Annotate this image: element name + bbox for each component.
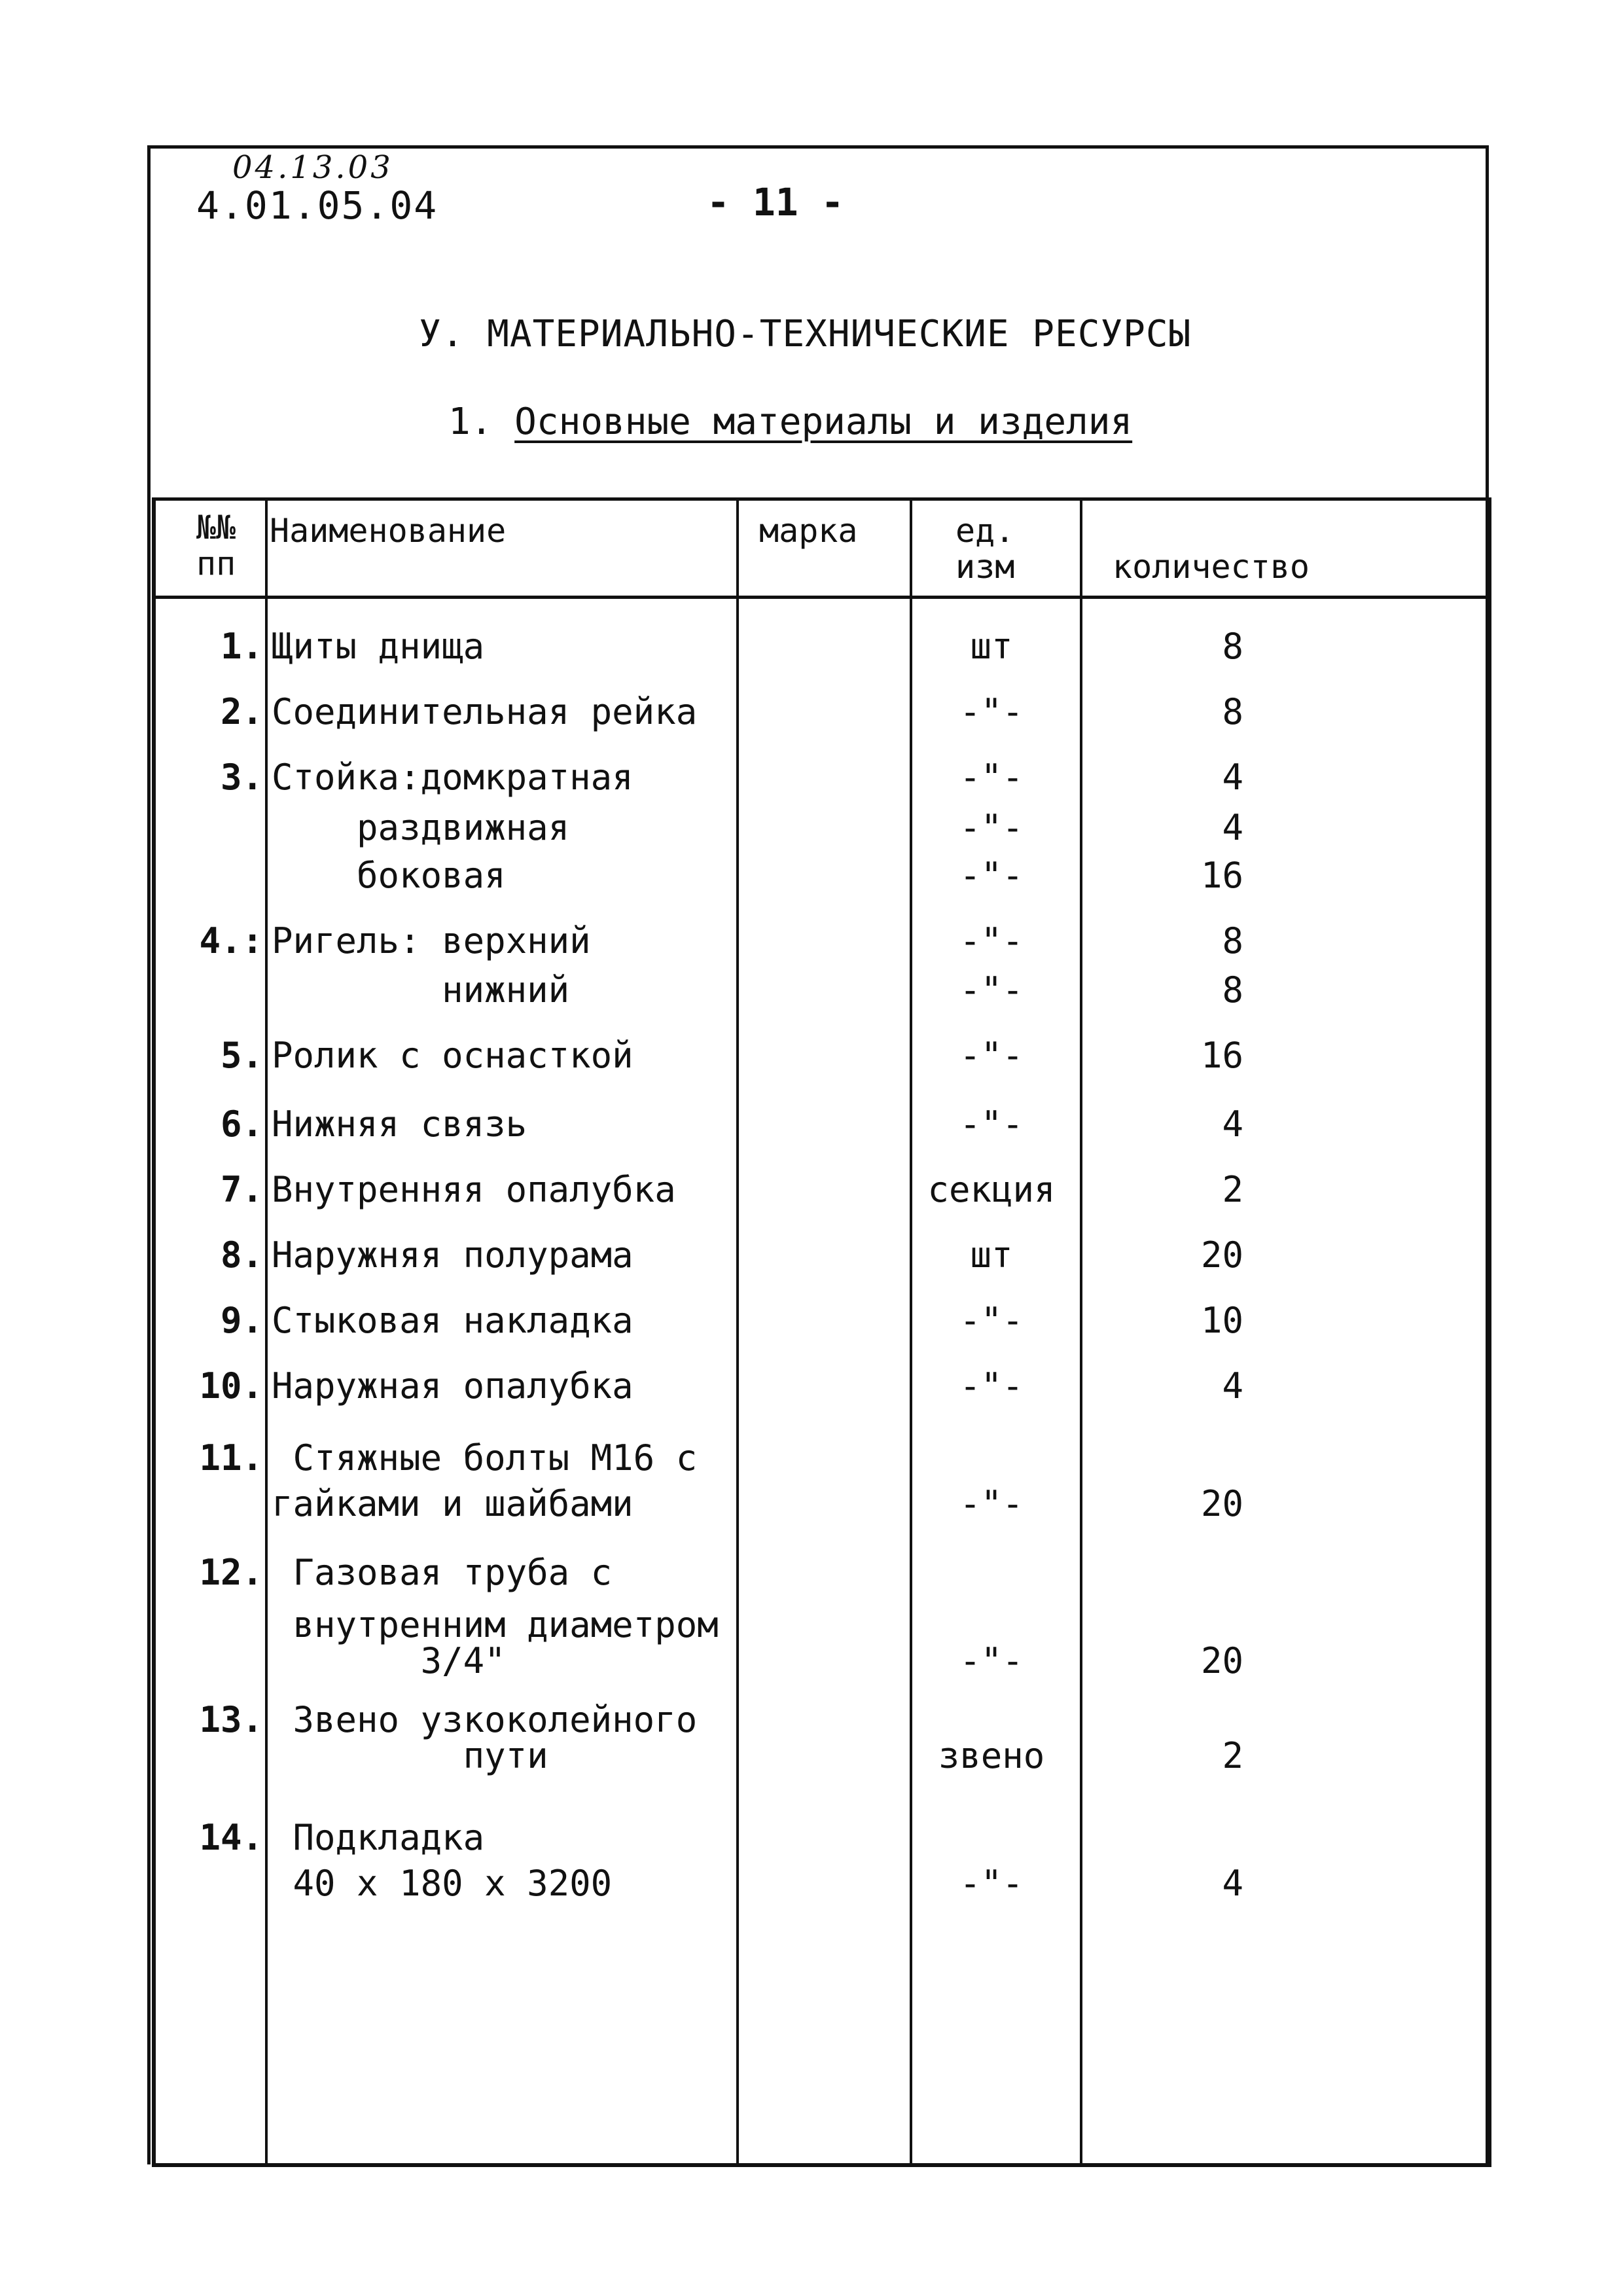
doc-code-handwritten: 04.13.03 bbox=[232, 149, 393, 186]
table-row-qty: 4 bbox=[1222, 757, 1243, 798]
table-row-num: 1. bbox=[220, 626, 263, 667]
subsection-title bbox=[448, 401, 1132, 443]
table-row-qty: 2 bbox=[1222, 1735, 1243, 1776]
table-row-qty: 20 bbox=[1200, 1483, 1243, 1524]
table-row-unit: шт bbox=[970, 1234, 1013, 1276]
table-row-num: 5. bbox=[220, 1035, 263, 1076]
table-row-qty: 4 bbox=[1222, 807, 1243, 848]
table-row-unit: -"- bbox=[959, 757, 1024, 798]
table-row-unit: -"- bbox=[959, 1483, 1024, 1524]
col-header-num-line1: №№ bbox=[196, 509, 236, 547]
table-row-num: 13. bbox=[199, 1699, 263, 1740]
table-row-qty: 4 bbox=[1222, 1863, 1243, 1904]
table-row-unit: секция bbox=[927, 1169, 1056, 1210]
table-row-num: 7. bbox=[220, 1169, 263, 1210]
table-row-qty: 8 bbox=[1222, 969, 1243, 1011]
table-row-name: раздвижная bbox=[272, 807, 570, 848]
table-row-num: 11. bbox=[199, 1437, 263, 1479]
doc-code: 4.01.05.04 bbox=[196, 183, 438, 228]
table-row-num: 8. bbox=[220, 1234, 263, 1276]
table-row-unit: -"- bbox=[959, 1300, 1024, 1341]
col-header-mark: марка bbox=[759, 512, 858, 550]
table-row-qty: 16 bbox=[1200, 1035, 1243, 1076]
table-row-name: Внутренняя опалубка bbox=[272, 1169, 676, 1210]
table-row-num: 12. bbox=[199, 1552, 263, 1593]
table-row-unit: шт bbox=[970, 626, 1013, 667]
table-row-num: 14. bbox=[199, 1817, 263, 1858]
table-row-unit: -"- bbox=[959, 1863, 1024, 1904]
table-row-num: 4.: bbox=[199, 920, 263, 961]
table-row-name: Соединительная рейка bbox=[272, 691, 698, 732]
table-row-unit: -"- bbox=[959, 807, 1024, 848]
table-row-name: 3/4" bbox=[272, 1640, 506, 1681]
col-header-unit-line2: изм bbox=[955, 548, 1015, 586]
table-row-qty: 10 bbox=[1200, 1300, 1243, 1341]
table-row-qty: 2 bbox=[1222, 1169, 1243, 1210]
table-row-name: гайками и шайбами bbox=[272, 1483, 633, 1524]
page-number: - 11 - bbox=[707, 180, 844, 224]
table-row-name: Стойка:домкратная bbox=[272, 757, 633, 798]
table-row-qty: 8 bbox=[1222, 626, 1243, 667]
table-row-num: 10. bbox=[199, 1365, 263, 1407]
table-row-name: Стыковая накладка bbox=[272, 1300, 633, 1341]
table-row-name: Стяжные болты М16 с bbox=[272, 1437, 698, 1479]
table-header-divider bbox=[152, 596, 1488, 599]
table-row-unit: -"- bbox=[959, 1103, 1024, 1145]
col-header-unit-line1: ед. bbox=[955, 512, 1015, 550]
table-row-unit: -"- bbox=[959, 855, 1024, 896]
table-row-unit: -"- bbox=[959, 1035, 1024, 1076]
table-row-unit: -"- bbox=[959, 920, 1024, 961]
table-row-name: Звено узкоколейного bbox=[272, 1699, 698, 1740]
table-row-num: 3. bbox=[220, 757, 263, 798]
table-row-num: 2. bbox=[220, 691, 263, 732]
table-row-qty: 4 bbox=[1222, 1365, 1243, 1407]
col-header-qty: количество bbox=[1113, 548, 1310, 586]
table-row-unit: -"- bbox=[959, 1365, 1024, 1407]
table-row-name: Подкладка bbox=[272, 1817, 485, 1858]
subsection-text: Основные материалы и изделия bbox=[514, 401, 1133, 443]
table-row-name: Нижняя связь bbox=[272, 1103, 527, 1145]
subsection-number: 1. bbox=[448, 401, 493, 443]
col-header-name: Наименование bbox=[270, 512, 507, 550]
table-row-name: Ригель: верхний bbox=[272, 920, 591, 961]
table-row-name: Газовая труба с bbox=[272, 1552, 613, 1593]
table-row-unit: -"- bbox=[959, 969, 1024, 1011]
table-row-unit: -"- bbox=[959, 1640, 1024, 1681]
column-divider-name bbox=[736, 497, 739, 2164]
table-row-num: 6. bbox=[220, 1103, 263, 1145]
table-row-qty: 8 bbox=[1222, 691, 1243, 732]
table-row-name: боковая bbox=[272, 855, 506, 896]
table-row-name: пути bbox=[272, 1735, 548, 1776]
col-header-num-line2: пп bbox=[196, 545, 236, 583]
table-row-num: 9. bbox=[220, 1300, 263, 1341]
table-row-qty: 4 bbox=[1222, 1103, 1243, 1145]
table-row-name: нижний bbox=[272, 969, 570, 1011]
table-row-name: Наружняя полурама bbox=[272, 1234, 633, 1276]
section-title: У. МАТЕРИАЛЬНО-ТЕХНИЧЕСКИЕ РЕСУРСЫ bbox=[419, 313, 1192, 355]
column-divider-unit bbox=[1080, 497, 1082, 2164]
table-row-name: Наружная опалубка bbox=[272, 1365, 633, 1407]
table-row-name: Щиты днища bbox=[272, 626, 485, 667]
table-row-name: 40 х 180 х 3200 bbox=[272, 1863, 613, 1904]
table-row-unit: -"- bbox=[959, 691, 1024, 732]
table-row-unit: звено bbox=[938, 1735, 1045, 1776]
table-row-qty: 20 bbox=[1200, 1640, 1243, 1681]
table-row-name: внутренним диаметром bbox=[272, 1604, 719, 1645]
table-row-qty: 16 bbox=[1200, 855, 1243, 896]
table-row-qty: 8 bbox=[1222, 920, 1243, 961]
table-row-name: Ролик с оснасткой bbox=[272, 1035, 633, 1076]
table-row-qty: 20 bbox=[1200, 1234, 1243, 1276]
column-divider-num bbox=[265, 497, 268, 2164]
